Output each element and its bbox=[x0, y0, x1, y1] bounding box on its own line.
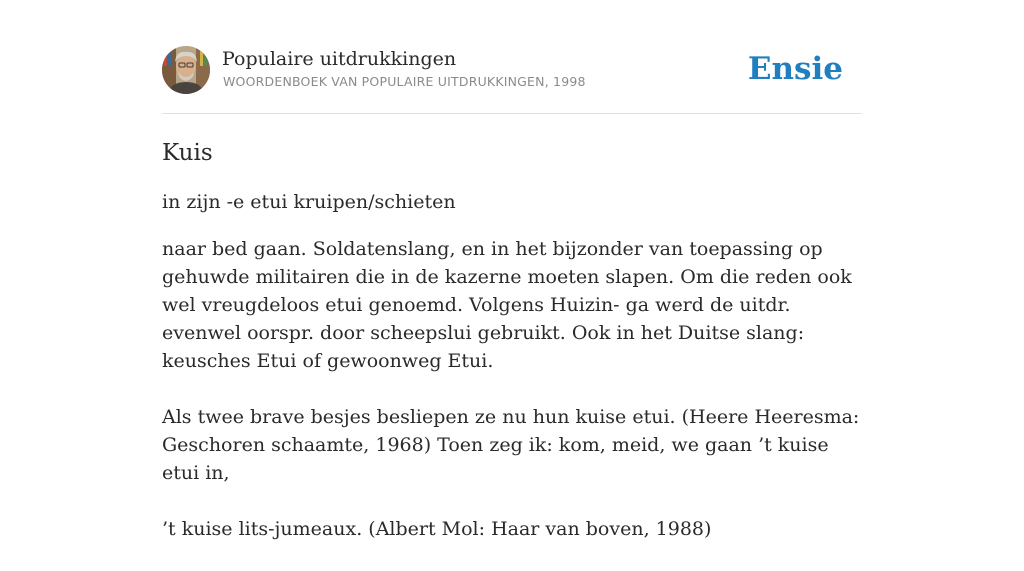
source-name[interactable]: Populaire uitdrukkingen bbox=[222, 48, 457, 70]
entry-paragraph: Als twee brave besjes besliepen ze nu hun kuise etui. (Heere Heeresma: Geschoren schaamte, 1968) Toen zeg ik: kom, meid, we gaan ’t kuise etui in, bbox=[162, 406, 860, 484]
ensie-logo[interactable]: Ensie bbox=[747, 51, 843, 87]
entry-page bbox=[162, 46, 862, 571]
author-portrait-icon[interactable] bbox=[162, 46, 210, 94]
source-subtitle: WOORDENBOEK VAN POPULAIRE UITDRUKKINGEN, 1998 bbox=[223, 74, 586, 89]
source-header bbox=[162, 46, 862, 114]
entry-body bbox=[162, 235, 862, 543]
entry-paragraph: ’t kuise lits-jumeaux. (Albert Mol: Haar van boven, 1988) bbox=[162, 518, 712, 540]
entry-title: Kuis bbox=[162, 140, 213, 166]
entry-paragraph: naar bed gaan. Soldatenslang, en in het bijzonder van toepassing op gehuwde militairen die in de kazerne moeten slapen. Om die reden ook wel vreugdeloos etui genoemd. Volgens Huizin- ga werd de uitdr. evenwel oorspr. door scheepslui gebruikt. Ook in het Duitse slang: keusches Etui of gewoonweg Etui. bbox=[162, 238, 852, 372]
entry-phrase: in zijn -e etui kruipen/schieten bbox=[162, 191, 456, 213]
